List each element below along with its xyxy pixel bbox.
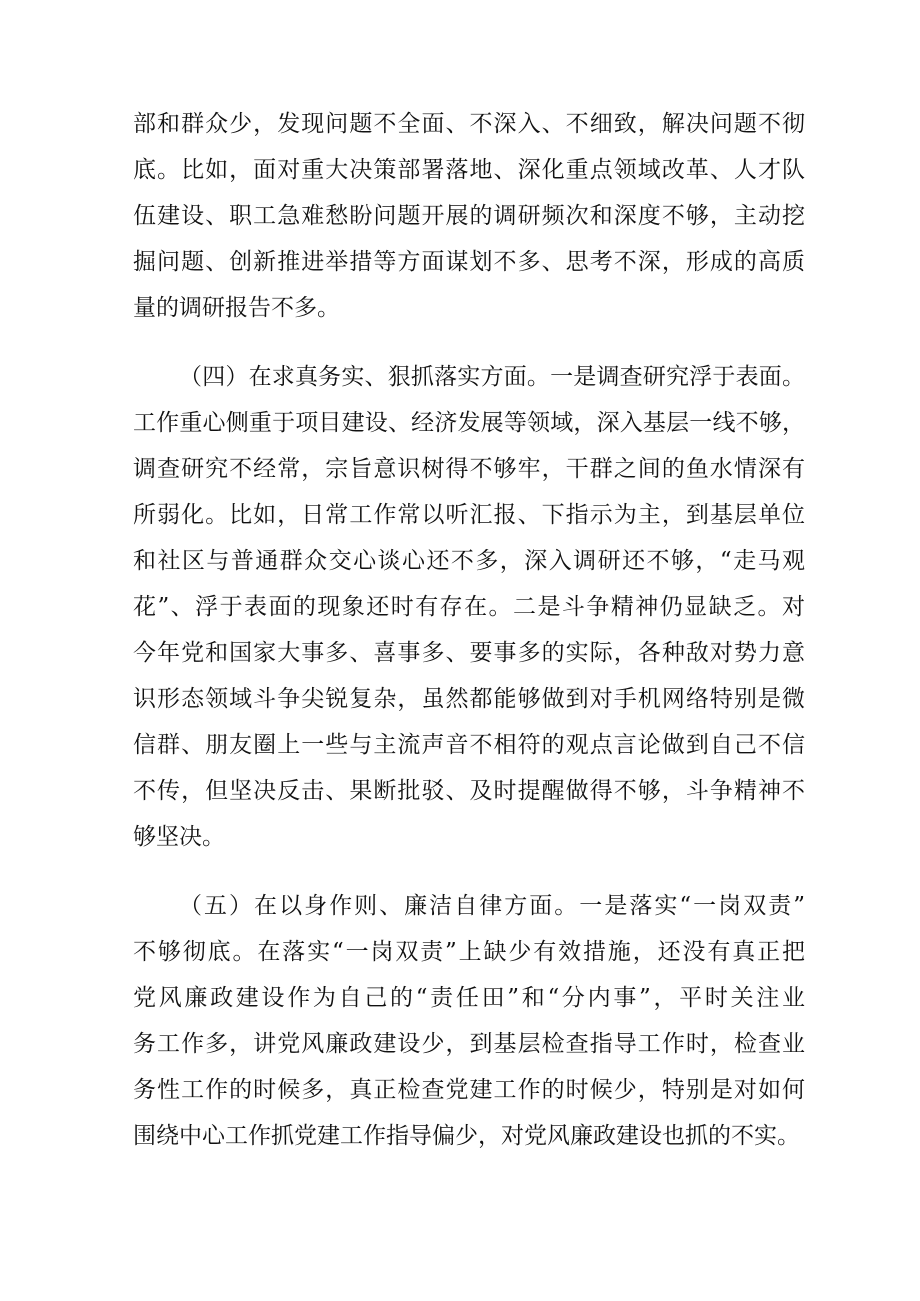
- text-line: 部和群众少，发现问题不全面、不深入、不细致，解决问题不彻: [133, 111, 805, 137]
- document-body: [133, 101, 805, 1182]
- text-line: 识形态领域斗争尖锐复杂，虽然都能够做到对手机网络特别是微: [133, 686, 805, 712]
- text-line: 伍建设、职工急难愁盼问题开展的调研频次和深度不够，主动挖: [133, 203, 805, 229]
- text-line: 今年党和国家大事多、喜事多、要事多的实际，各种敌对势力意: [133, 640, 805, 666]
- section-heading-line: （五）在以身作则、廉洁自律方面。一是落实“一岗双责”: [179, 893, 805, 919]
- text-line: 不够彻底。在落实“一岗双责”上缺少有效措施，还没有真正把: [133, 939, 805, 965]
- text-line: 掘问题、创新推进举措等方面谋划不多、思考不深，形成的高质: [133, 249, 805, 275]
- text-line: 花”、浮于表面的现象还时有存在。二是斗争精神仍显缺乏。对: [133, 594, 805, 620]
- text-line: 务工作多，讲党风廉政建设少，到基层检查指导工作时，检查业: [133, 1031, 805, 1057]
- text-line: 信群、朋友圈上一些与主流声音不相符的观点言论做到自己不信: [133, 732, 805, 758]
- text-line: 工作重心侧重于项目建设、经济发展等领域，深入基层一线不够，: [133, 410, 805, 436]
- text-line: 不传，但坚决反击、果断批驳、及时提醒做得不够，斗争精神不: [133, 778, 805, 804]
- text-line: 够坚决。: [133, 824, 225, 850]
- text-line: 党风廉政建设作为自己的“责任田”和“分内事”，平时关注业: [133, 985, 805, 1011]
- text-line: 调查研究不经常，宗旨意识树得不够牢，干群之间的鱼水情深有: [133, 456, 805, 482]
- text-line: 围绕中心工作抓党建工作指导偏少，对党风廉政建设也抓的不实。: [133, 1123, 800, 1149]
- text-line: 务性工作的时候多，真正检查党建工作的时候少，特别是对如何: [133, 1077, 805, 1103]
- paragraph-section-five: [133, 883, 805, 1159]
- text-line: 量的调研报告不多。: [133, 295, 340, 321]
- text-line: 所弱化。比如，日常工作常以听汇报、下指示为主，到基层单位: [133, 502, 805, 528]
- text-line: 和社区与普通群众交心谈心还不多，深入调研还不够，“走马观: [133, 548, 805, 574]
- paragraph-section-four: [133, 354, 805, 860]
- section-heading-line: （四）在求真务实、狠抓落实方面。一是调查研究浮于表面。: [179, 364, 805, 390]
- paragraph-research-issues: [133, 101, 805, 331]
- text-line: 底。比如，面对重大决策部署落地、深化重点领域改革、人才队: [133, 157, 805, 183]
